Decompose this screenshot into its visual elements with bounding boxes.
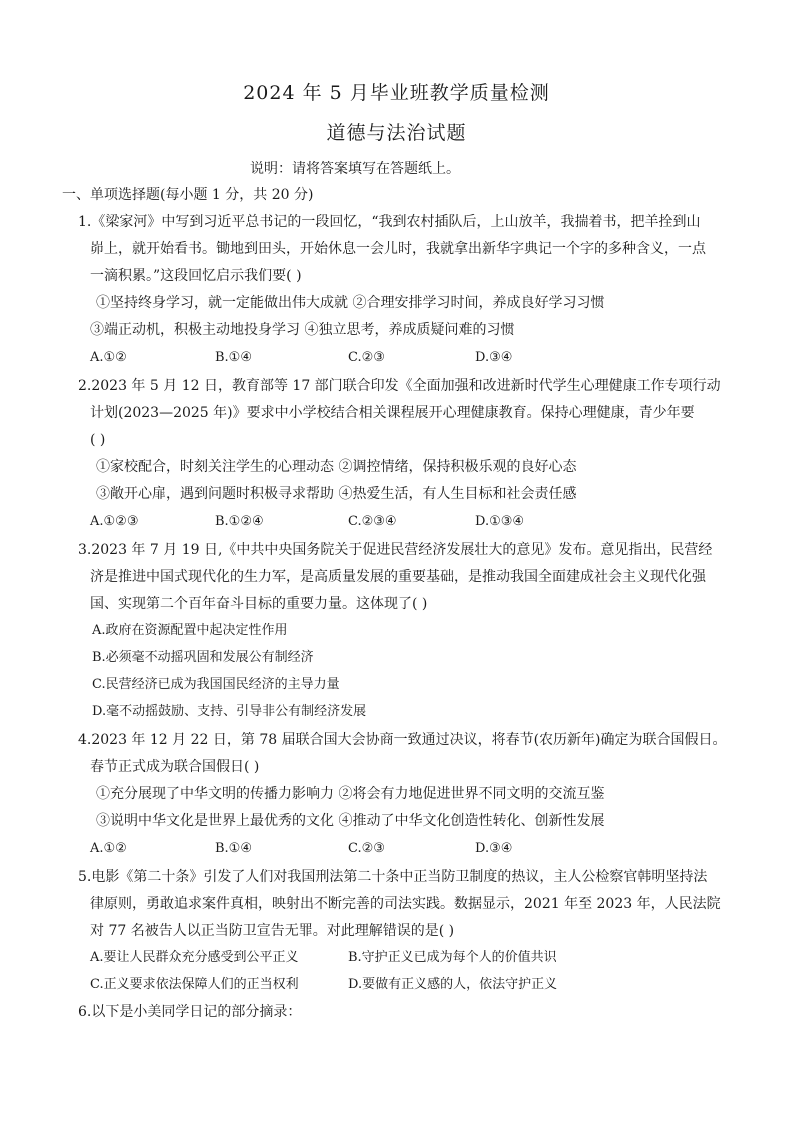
option-b[interactable]: B.①④ [215, 841, 252, 856]
statement-line: ①充分展现了中华文明的传播力影响力 ②将会有力地促进世界不同文明的交流互鉴 [96, 786, 605, 802]
option-d[interactable]: D.①③④ [475, 514, 525, 529]
option-d[interactable]: D.要做有正义感的人，依法守护正义 [348, 977, 558, 992]
question-text-line: 6.以下是小美同学日记的部分摘录： [78, 1004, 302, 1020]
option-b[interactable]: B.守护正义已成为每个人的价值共识 [348, 950, 557, 965]
question-text-line: 4.2023 年 12 月 22 日，第 78 届联合国大会协商一致通过决议，将春节(农历新年)确定为联合国假日。 [78, 732, 727, 748]
option-b[interactable]: B.①④ [215, 350, 252, 365]
question-text-line: 3.2023 年 7 月 19 日,《中共中央国务院关于促进民营经济发展壮大的意见》发布。意见指出，民营经 [78, 542, 713, 558]
question-text-line: 峁上，就开始看书。锄地到田头，开始休息一会儿时，我就拿出新华字典记一个字的多种含义，一点 [90, 241, 706, 257]
question-text-line: 5.电影《第二十条》引发了人们对我国刑法第二十条中正当防卫制度的热议，主人公检察官韩明坚持法 [78, 869, 708, 885]
statement-line: ①坚持终身学习，就一定能做出伟大成就 ②合理安排学习时间，养成良好学习习惯 [96, 295, 605, 311]
option-d[interactable]: D.毫不动摇鼓励、支持、引导非公有制经济发展 [92, 704, 367, 719]
option-c[interactable]: C.②③ [348, 841, 385, 856]
option-b[interactable]: B.必须毫不动摇巩固和发展公有制经济 [92, 650, 314, 665]
question-text-line: 1.《梁家河》中写到习近平总书记的一段回忆，“我到农村插队后，上山放羊，我揣着书，把羊拴到山 [78, 214, 701, 230]
statement-line: ①家校配合，时刻关注学生的心理动态 ②调控情绪，保持积极乐观的良好心态 [96, 459, 577, 475]
question-text-line: 律原则，勇敢追求案件真相，映射出不断完善的司法实践。数据显示，2021 年至 2023 年，人民法院 [90, 896, 721, 912]
option-c[interactable]: C.民营经济已成为我国国民经济的主导力量 [92, 677, 340, 692]
question-text-line: 对 77 名被告人以正当防卫宣告无罪。对此理解错误的是( ) [90, 923, 455, 939]
question-text-line: 国、实现第二个百年奋斗目标的重要力量。这体现了( ) [90, 596, 428, 612]
question-text-line: ( ) [90, 432, 106, 448]
option-c[interactable]: C.②③④ [348, 514, 397, 529]
statement-line: ③说明中华文化是世界上最优秀的文化 ④推动了中华文化创造性转化、创新性发展 [96, 813, 605, 829]
option-a[interactable]: A.①② [90, 841, 127, 856]
question-text-line: 济是推进中国式现代化的生力军，是高质量发展的重要基础，是推动我国全面建成社会主义现代化强 [90, 569, 706, 585]
option-d[interactable]: D.③④ [475, 841, 513, 856]
option-b[interactable]: B.①②④ [215, 514, 264, 529]
option-d[interactable]: D.③④ [475, 350, 513, 365]
section-heading: 一、单项选择题(每小题 1 分，共 20 分) [62, 187, 314, 203]
exam-subject-title: 道德与法治试题 [326, 122, 467, 144]
question-text-line: 计划(2023—2025 年)》要求中小学校结合相关课程展开心理健康教育。保持心理健康，青少年要 [90, 405, 695, 421]
option-c[interactable]: C.②③ [348, 350, 385, 365]
question-text-line: 2.2023 年 5 月 12 日，教育部等 17 部门联合印发《全面加强和改进新时代学生心理健康工作专项行动 [78, 378, 721, 394]
option-a[interactable]: A.政府在资源配置中起决定性作用 [92, 623, 288, 638]
option-a[interactable]: A.①②③ [90, 514, 139, 529]
statement-line: ③端正动机，积极主动地投身学习 ④独立思考，养成质疑问难的习惯 [90, 322, 515, 338]
option-a[interactable]: A.①② [90, 350, 127, 365]
instruction-note: 说明：请将答案填写在答题纸上。 [250, 161, 460, 177]
statement-line: ③敞开心扉，遇到问题时积极寻求帮助 ④热爱生活，有人生目标和社会责任感 [96, 486, 577, 502]
option-a[interactable]: A.要让人民群众充分感受到公平正义 [90, 950, 299, 965]
question-text-line: 春节正式成为联合国假日( ) [90, 759, 260, 775]
option-c[interactable]: C.正义要求依法保障人们的正当权利 [90, 977, 299, 992]
question-text-line: 一滴积累。”这段回忆启示我们要( ) [90, 268, 302, 284]
exam-title: 2024 年 5 月毕业班教学质量检测 [243, 82, 550, 104]
